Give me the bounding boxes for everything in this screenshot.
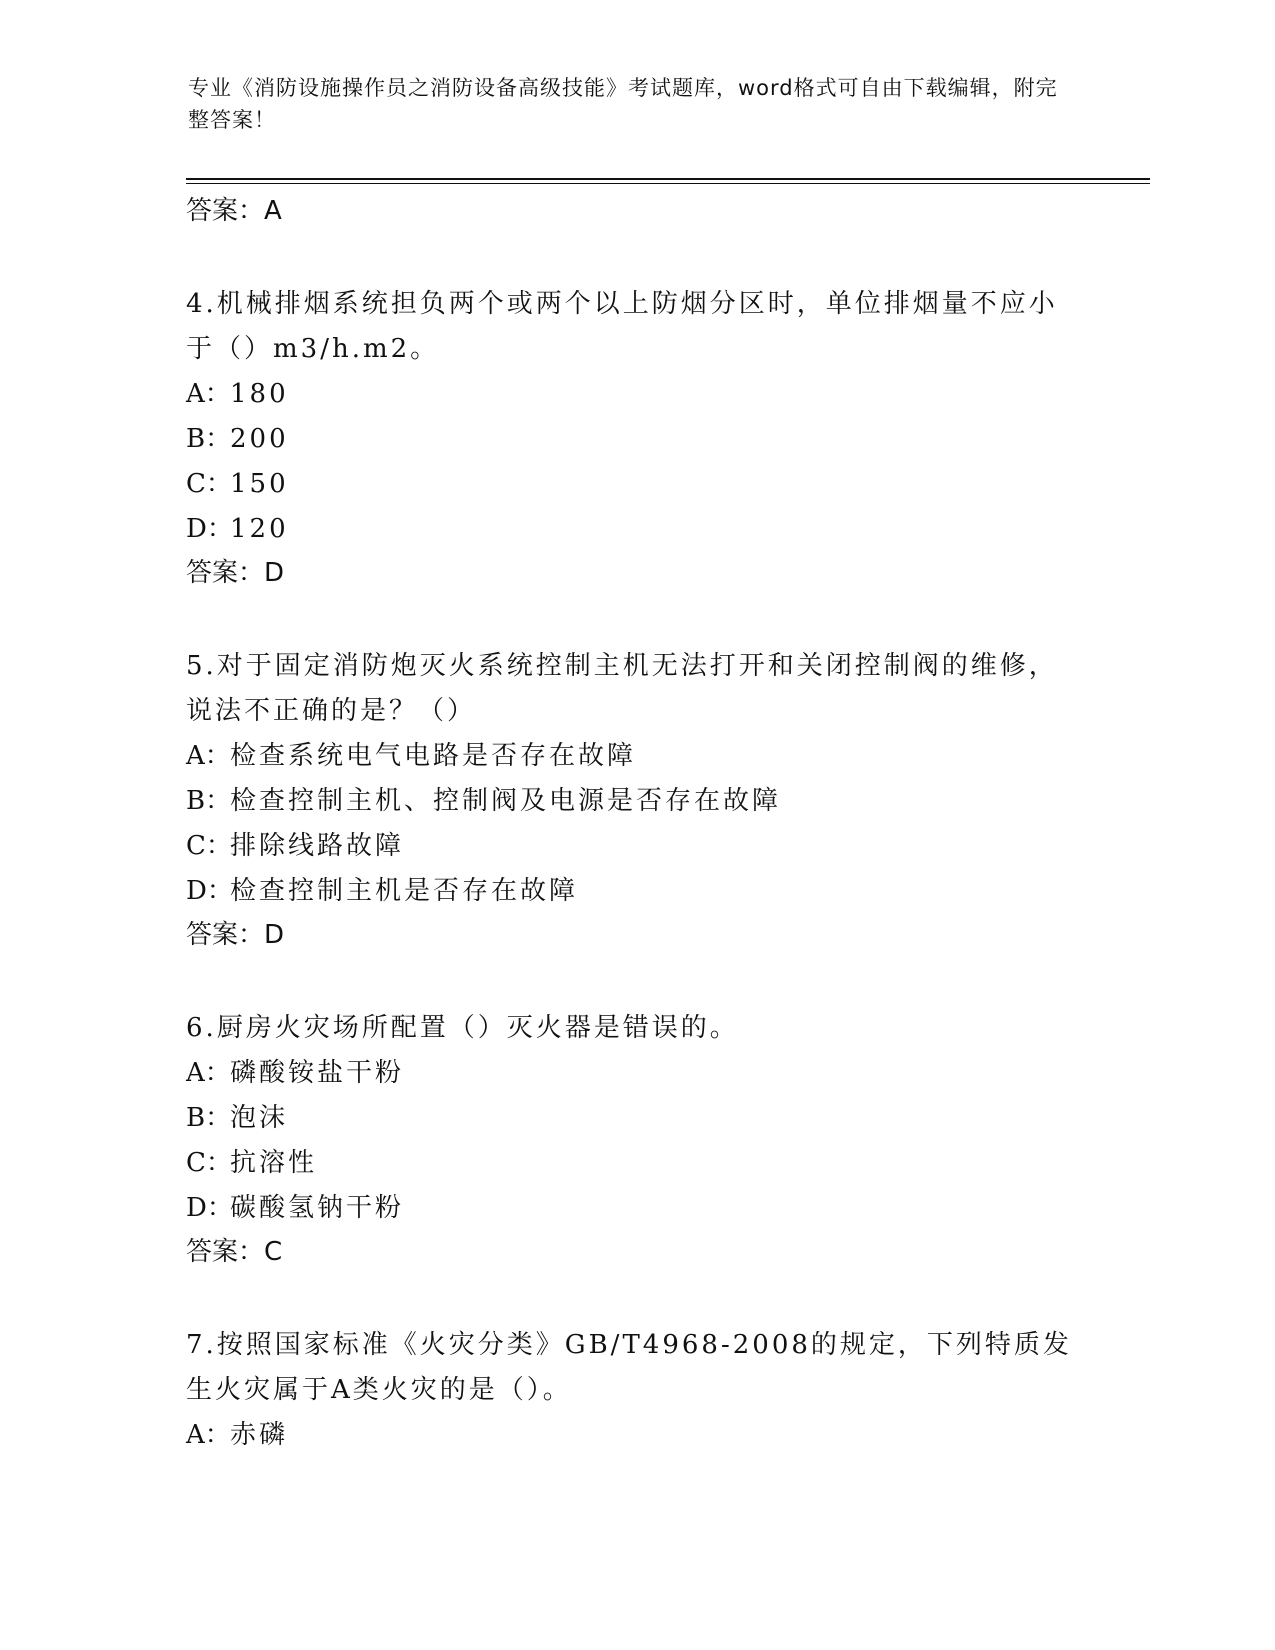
option-a: [186, 734, 1086, 779]
option-a: [186, 1413, 1086, 1458]
question-4: [186, 282, 1086, 594]
option-d: [186, 1186, 1086, 1231]
option-label: A：: [186, 379, 231, 409]
option-text: 磷酸铵盐干粉: [230, 1058, 405, 1088]
option-text: 120: [230, 514, 289, 544]
option-text: 200: [230, 424, 289, 454]
option-label: A：: [186, 1058, 231, 1088]
answer-line: 答案：D: [186, 920, 285, 950]
option-label: B：: [186, 1103, 232, 1133]
option-label: D：: [186, 876, 233, 906]
option-text: 检查控制主机是否存在故障: [230, 876, 579, 906]
option-c: [186, 462, 1086, 507]
option-label: C：: [186, 469, 232, 499]
option-a: [186, 1051, 1086, 1096]
header-divider-thick: [186, 178, 1150, 180]
option-label: B：: [186, 786, 232, 816]
answer-line: 答案：D: [186, 558, 285, 588]
option-label: A：: [186, 1420, 231, 1450]
question-list: [186, 190, 1086, 1458]
answer-line: 答案：C: [186, 1237, 283, 1267]
option-label: A：: [186, 741, 231, 771]
option-d: [186, 869, 1086, 914]
option-text: 碳酸氢钠干粉: [230, 1193, 405, 1223]
option-text: 150: [230, 469, 289, 499]
question-text: 4.机械排烟系统担负两个或两个以上防烟分区时，单位排烟量不应小于（）m3/h.m2。: [186, 289, 1058, 364]
option-text: 检查系统电气电路是否存在故障: [230, 741, 637, 771]
question-text: 6.厨房火灾场所配置（）灭火器是错误的。: [186, 1013, 739, 1043]
option-b: [186, 1096, 1086, 1141]
option-text: 排除线路故障: [230, 831, 405, 861]
option-a: [186, 372, 1086, 417]
header-divider-thin: [186, 183, 1150, 184]
option-label: D：: [186, 1193, 233, 1223]
question-6: [186, 1006, 1086, 1273]
option-label: C：: [186, 831, 232, 861]
option-b: [186, 417, 1086, 462]
option-d: [186, 507, 1086, 552]
option-text: 赤磷: [230, 1420, 289, 1450]
question-5: [186, 644, 1086, 956]
option-c: [186, 1141, 1086, 1186]
option-b: [186, 779, 1086, 824]
option-text: 泡沫: [230, 1103, 289, 1133]
question-7: [186, 1323, 1086, 1458]
option-text: 抗溶性: [230, 1148, 318, 1178]
question-text: 5.对于固定消防炮灭火系统控制主机无法打开和关闭控制阀的维修，说法不正确的是？（）: [186, 651, 1058, 726]
option-c: [186, 824, 1086, 869]
document-header: 专业《消防设施操作员之消防设备高级技能》考试题库，word格式可自由下载编辑，附完整答案！: [188, 76, 1058, 132]
question-text: 7.按照国家标准《火灾分类》GB/T4968-2008的规定，下列特质发生火灾属于A类火灾的是（）。: [186, 1330, 1072, 1405]
option-label: C：: [186, 1148, 232, 1178]
answer-line: 答案：A: [186, 196, 282, 226]
option-label: D：: [186, 514, 233, 544]
option-label: B：: [186, 424, 232, 454]
option-text: 180: [230, 379, 289, 409]
option-text: 检查控制主机、控制阀及电源是否存在故障: [230, 786, 782, 816]
